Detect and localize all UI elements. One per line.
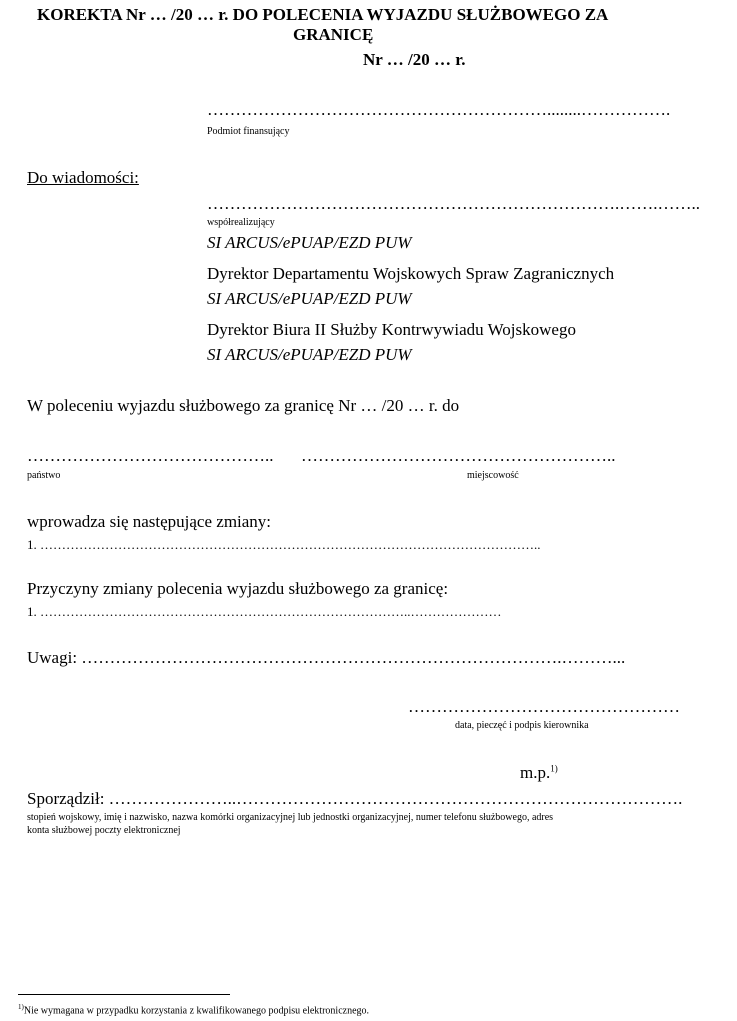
footnote-rule bbox=[18, 994, 230, 995]
corealizing-label: współrealizujący bbox=[207, 217, 275, 228]
reasons-heading: Przyczyny zmiany polecenia wyjazdu służbowego za granicę: bbox=[27, 579, 449, 598]
remarks: Uwagi: ………………………………………………………………………….………... bbox=[27, 648, 626, 667]
channel-1: SI ARCUS/ePUAP/EZD PUW bbox=[207, 233, 412, 252]
country-label: państwo bbox=[27, 470, 61, 481]
funder-label: Podmiot finansujący bbox=[207, 126, 290, 137]
changes-heading: wprowadza się następujące zmiany: bbox=[27, 512, 272, 531]
city-label: miejscowość bbox=[467, 470, 519, 481]
changes-item-1: 1. …………………………………………………………………………………………………….. bbox=[27, 537, 541, 552]
funder-dots: ……………………………………………………........……………. bbox=[207, 100, 671, 119]
prepared-note-2: konta służbowej poczty elektronicznej bbox=[27, 825, 181, 836]
title-line1: KOREKTA Nr … /20 … r. DO POLECENIA WYJAZDU SŁUŻBOWEGO ZA bbox=[37, 5, 609, 24]
cc-heading: Do wiadomości: bbox=[27, 168, 139, 187]
channel-3: SI ARCUS/ePUAP/EZD PUW bbox=[207, 345, 412, 364]
mp-mark: m.p.$^{1)}$ bbox=[520, 763, 558, 782]
signature-label: data, pieczęć i podpis kierownika bbox=[455, 720, 589, 731]
prepared-by: Sporządził: …………………..……………………………………………………………………. bbox=[27, 789, 683, 808]
order-sentence: W poleceniu wyjazdu służbowego za granicę Nr … /20 … r. do bbox=[27, 396, 460, 415]
channel-2: SI ARCUS/ePUAP/EZD PUW bbox=[207, 289, 412, 308]
city-dots: ……………………………………………….. bbox=[301, 446, 616, 465]
director-1: Dyrektor Departamentu Wojskowych Spraw Zagranicznych bbox=[207, 264, 615, 283]
director-2: Dyrektor Biura II Służby Kontrwywiadu Wojskowego bbox=[207, 320, 576, 339]
signature-dots: ………………………………………… bbox=[408, 697, 680, 716]
country-dots: …………………………………….. bbox=[27, 446, 274, 465]
title-line3: Nr … /20 … r. bbox=[363, 50, 466, 69]
cc-dots: ……………………………………………………………….…….…….. bbox=[207, 194, 700, 213]
footnote: $^{1)}$Nie wymagana w przypadku korzystania z kwalifikowanego podpisu elektronicznego. bbox=[18, 1003, 370, 1017]
title-line2: GRANICĘ bbox=[293, 25, 374, 44]
prepared-note-1: stopień wojskowy, imię i nazwisko, nazwa komórki organizacyjnej lub jednostki organizacyjnej, numer telefonu służbowego, adres bbox=[27, 812, 554, 823]
reasons-item-1: 1. …………………………………………………………………………..………………… bbox=[27, 604, 502, 619]
